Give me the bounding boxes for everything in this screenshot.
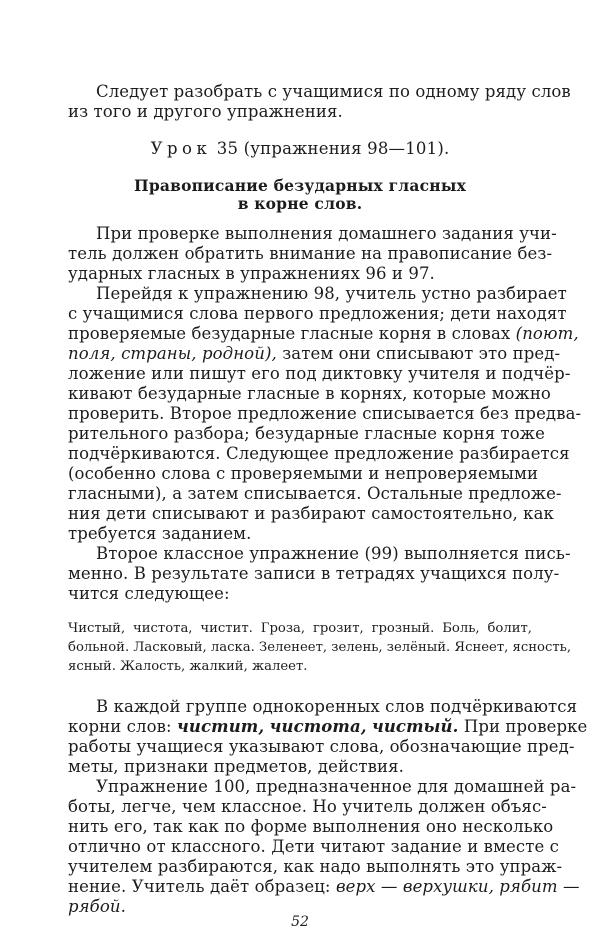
section-title-line-2: в корне слов. xyxy=(237,194,363,213)
p2-line-3 xyxy=(68,324,579,344)
p5-line-2: боты, легче, чем классное. Но учитель должен объяс- xyxy=(68,797,547,816)
section-title-line-1: Правописание безударных гласных xyxy=(133,176,467,195)
p2-example-word: (поют, xyxy=(515,324,579,343)
p2-line-11: гласными), а затем списывается. Остальные предложе- xyxy=(68,484,562,503)
p1-line-3: ударных гласных в упражнениях 96 и 97. xyxy=(68,264,435,283)
p3-line-1: Второе классное упражнение (99) выполняется пись- xyxy=(96,544,571,563)
p2-line-1: Перейдя к упражнению 98, учитель устно разбирает xyxy=(96,284,567,303)
p2-line-4-text: затем они списывают это пред- xyxy=(282,344,561,363)
p2-line-5: ложение или пишут его под диктовку учителя и подчёр- xyxy=(68,364,571,383)
root-word-3: чистый. xyxy=(371,717,459,736)
p2-line-6: кивают безударные гласные в корнях, которые можно xyxy=(68,384,551,403)
example-line-3: ясный. Жалость, жалкий, жалеет. xyxy=(68,659,308,674)
page-number: 52 xyxy=(291,914,309,930)
p5-line-3: нить его, так как по форме выполнения оно несколько xyxy=(68,817,554,836)
p4-line-2-text: корни слов: xyxy=(68,717,172,736)
p4-line-3: работы учащиеся указывают слова, обозначающие пред- xyxy=(68,737,575,756)
p2-line-8: рительного разбора; безударные гласные корня тоже xyxy=(68,424,545,443)
p4-line-1: В каждой группе однокоренных слов подчёркиваются xyxy=(96,697,578,716)
example-line-2: больной. Ласковый, ласка. Зеленеет, зелень, зелёный. Яснеет, ясность, xyxy=(68,640,572,655)
p2-line-4 xyxy=(68,344,561,364)
lesson-heading xyxy=(0,139,600,159)
p3-line-2: менно. В результате записи в тетрадях учащихся полу- xyxy=(68,564,560,583)
p2-line-12: ния дети списывают и разбирают самостоятельно, как xyxy=(68,504,554,523)
p2-example-words: поля, страны, родной), xyxy=(68,344,277,363)
p5-sample-words: верх — верхушки, рябит — xyxy=(335,877,580,896)
p2-line-7: проверить. Второе предложение списывается без предва- xyxy=(68,404,582,423)
lesson-number: 35 xyxy=(216,139,239,158)
p5-line-1: Упражнение 100, предназначенное для домашней ра- xyxy=(96,777,577,796)
example-line-1: Чистый, чистота, чистит. Гроза, грозит, грозный. Боль, болит, xyxy=(68,621,532,636)
p3-line-3: чится следующее: xyxy=(68,584,230,603)
p2-line-10: (особенно слова с проверяемыми и непроверяемыми xyxy=(68,464,539,483)
top-paragraph-line-1: Следует разобрать с учащимися по одному ряду слов xyxy=(96,82,571,101)
lesson-word: Урок xyxy=(150,139,212,158)
p2-line-13: требуется заданием. xyxy=(68,524,252,543)
p1-line-2: тель должен обратить внимание на правописание без- xyxy=(68,244,553,263)
p2-line-9: подчёркиваются. Следующее предложение разбирается xyxy=(68,444,570,463)
top-paragraph-line-2: из того и другого упражнения. xyxy=(68,102,343,121)
p4-line-4: меты, признаки предметов, действия. xyxy=(68,757,404,776)
p5-line-6 xyxy=(68,877,580,897)
p4-line-2 xyxy=(68,717,588,737)
p2-line-2: с учащимися слова первого предложения; дети находят xyxy=(68,304,567,323)
p1-line-1: При проверке выполнения домашнего задания учи- xyxy=(96,224,557,243)
p4-line-2-tail: При проверке xyxy=(463,717,588,736)
p2-line-3-text: проверяемые безударные гласные корня в словах xyxy=(68,324,511,343)
p5-line-5: учителем разбираются, как надо выполнять это упраж- xyxy=(68,857,563,876)
p5-line-4: отлично от классного. Дети читают задание и вместе с xyxy=(68,837,559,856)
p5-line-6-text: нение. Учитель даёт образец: xyxy=(68,877,331,896)
root-word-2: чистота, xyxy=(269,717,367,736)
root-word-1: чистит, xyxy=(177,717,265,736)
lesson-exercises: (упражнения 98—101). xyxy=(243,139,450,158)
p5-line-7: рябой. xyxy=(68,897,126,916)
